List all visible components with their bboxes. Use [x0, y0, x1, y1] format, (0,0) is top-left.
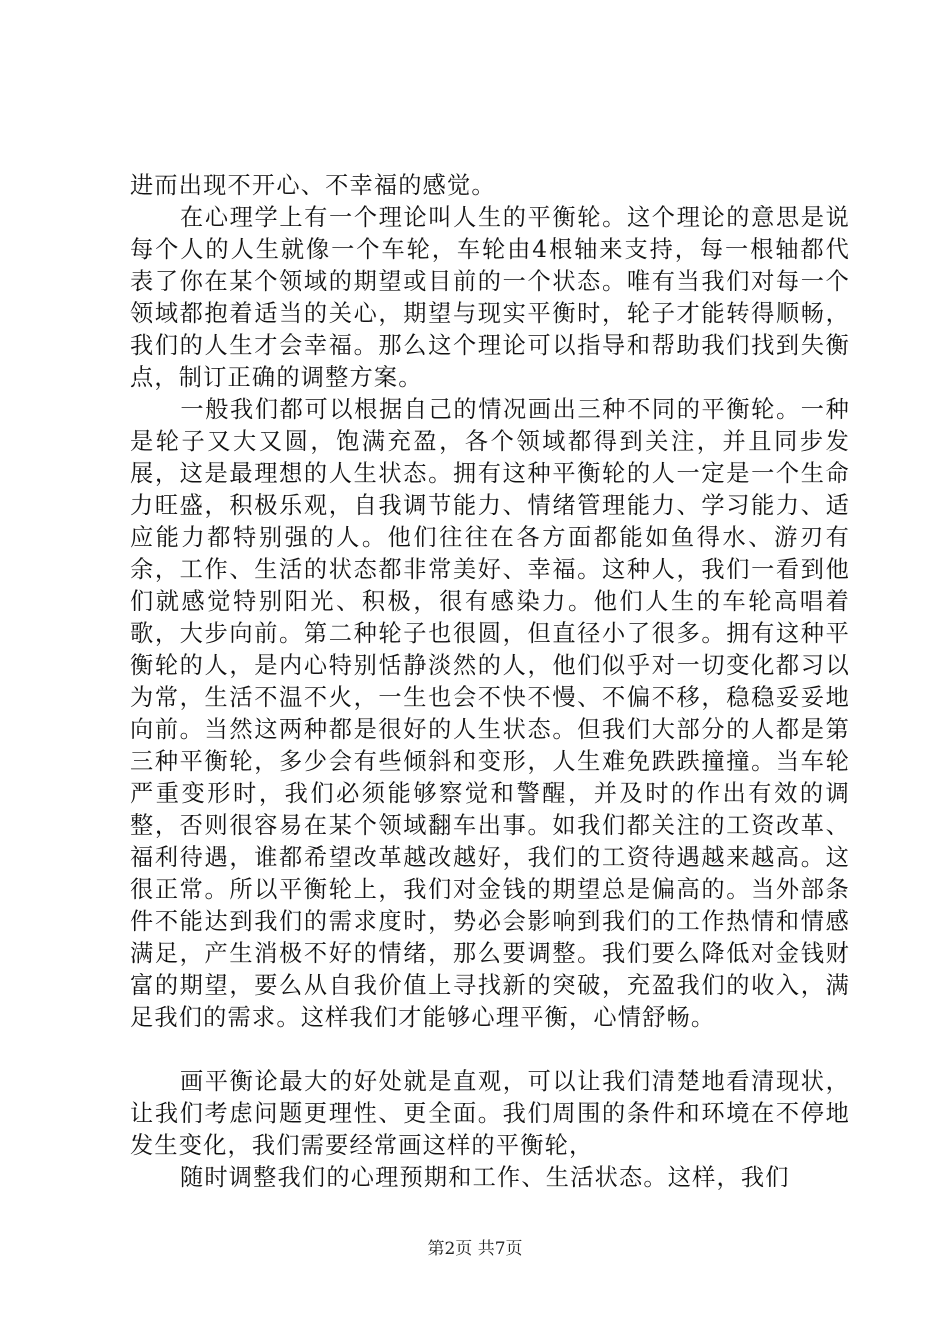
- paragraph-4: 画平衡论最大的好处就是直观，可以让我们清楚地看清现状，让我们考虑问题更理性、更全面。我们周围的条件和环境在不停地发生变化，我们需要经常画这样的平衡轮，: [130, 1068, 850, 1159]
- document-body: [130, 170, 850, 1194]
- paragraph-1: 进而出现不开心、不幸福的感觉。: [130, 172, 496, 199]
- page-footer: [0, 1238, 950, 1260]
- paragraph-2: 在心理学上有一个理论叫人生的平衡轮。这个理论的意思是说每个人的人生就像一个车轮，车轮由4根轴来支持，每一根轴都代表了你在某个领域的期望或目前的一个状态。唯有当我们对每一个领域都抱着适当的关心，期望与现实平衡时，轮子才能转得顺畅，我们的人生才会幸福。那么这个理论可以指导和帮助我们找到失衡点，制订正确的调整方案。: [130, 204, 850, 391]
- page-number-label: 第2页 共7页: [427, 1239, 523, 1259]
- paragraph-3-text: 一般我们都可以根据自己的情况画出三种不同的平衡轮。一种是轮子又大又圆，饱满充盈，各个领域都得到关注，并且同步发展，这是最理想的人生状态。拥有这种平衡轮的人一定是一个生命力旺盛，积极乐观，自我调节能力、情绪管理能力、学习能力、适应能力都特别强的人。他们往往在各方面都能如鱼得水、游刃有余，工作、生活的状态都非常美好、幸福。这种人，我们一看到他们就感觉特别阳光、积极，很有感染力。他们人生的车轮高唱着歌，大步向前。第二种轮子也很圆，但直径小了很多。拥有这种平衡轮的人，是内心特别恬静淡然的人，他们似乎对一切变化都习以为常，生活不温不火，一生也会不快不慢、不偏不移，稳稳妥妥地向前。当然这两种都是很好的人生状态。但我们大部分的人都是第三种平衡轮，多少会有些倾斜和变形，人生难免跌跌撞撞。当车轮严重变形时，我们必须能够察觉和警醒，并及时的作出有效的调整，否则很容易在某个领域翻车出事。如我们都关注的工资改革、福利待遇，谁都希望改革越改越好，我们的工资待遇越来越高。这很正常。所以平衡轮上，我们对金钱的期望总是偏高的。当外部条件不能达到我们的需求度时，势必会影响到我们的工作热情和情感满足，产生消极不好的情绪，那么要调整。我们要么降低对金钱财富的期望，要么从自我价值上寻找新的突破，充盈我们的收入，满足我们的需求。这样我们才能够心理平衡，心情舒畅。: [130, 396, 850, 1031]
- paragraph-5: 随时调整我们的心理预期和工作、生活状态。这样，我们: [180, 1164, 790, 1191]
- paragraph-3: [130, 394, 850, 1034]
